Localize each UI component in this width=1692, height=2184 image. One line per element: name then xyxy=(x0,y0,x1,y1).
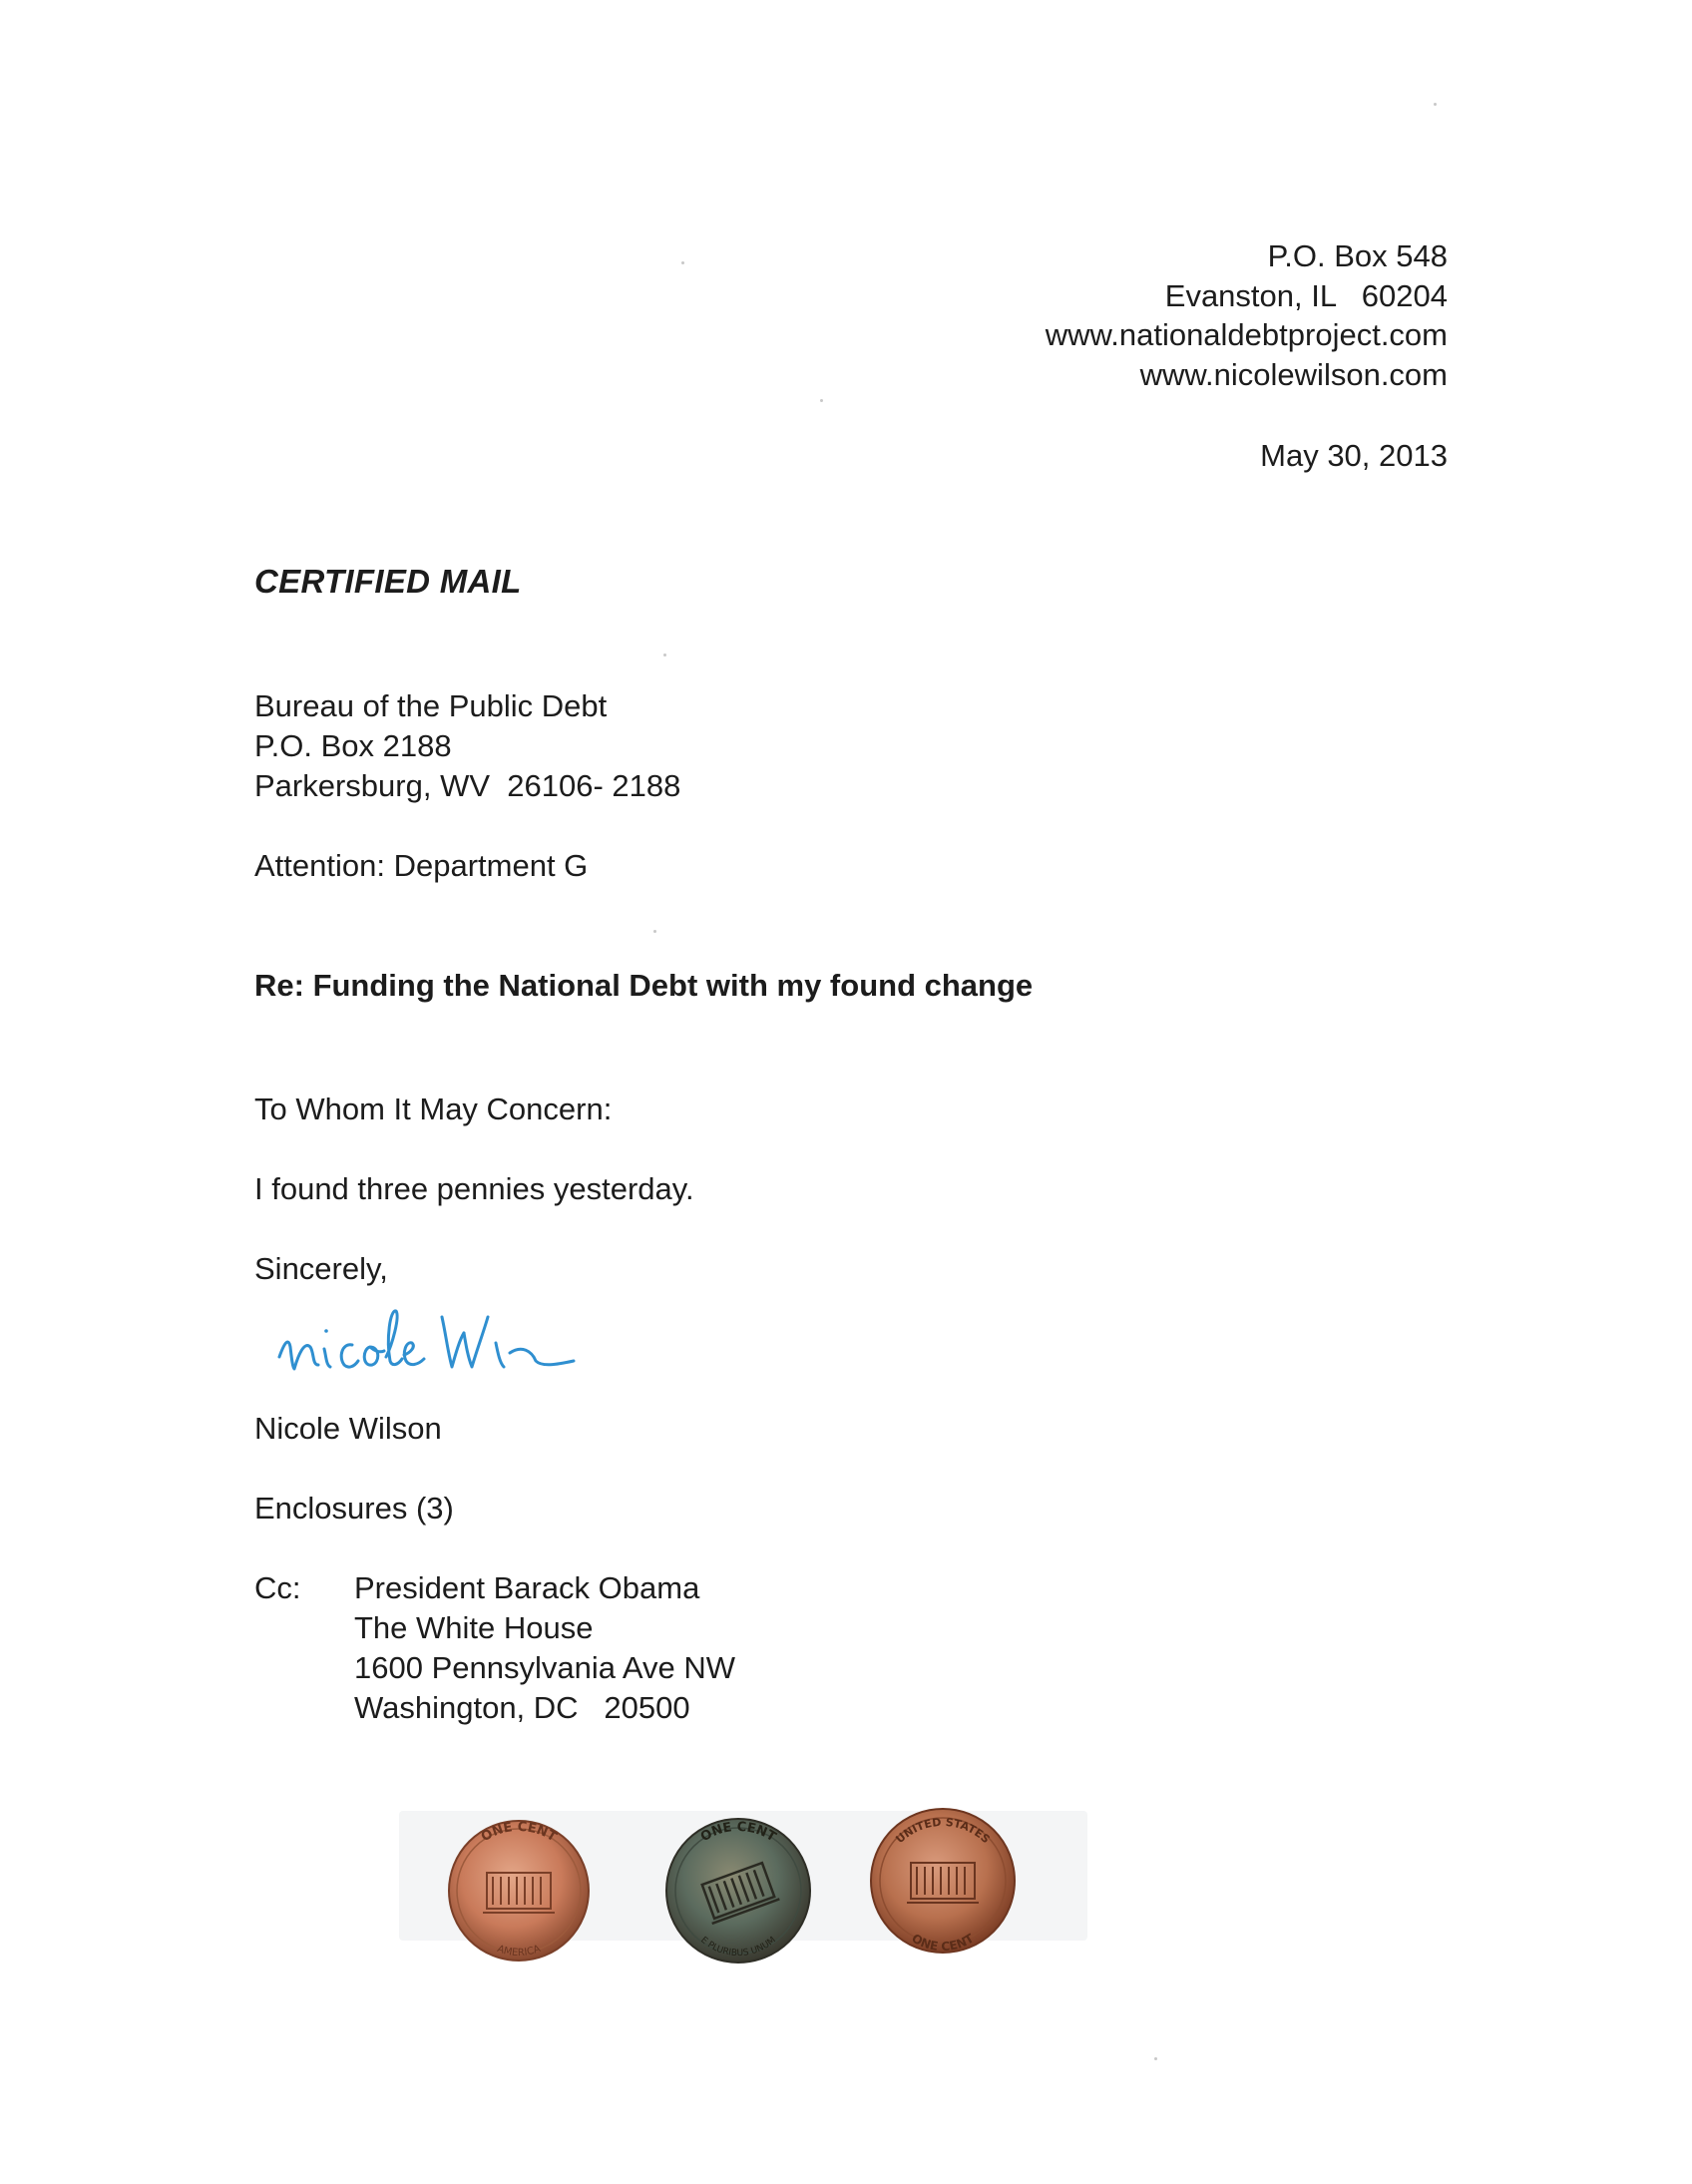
letter-body: I found three pennies yesterday. xyxy=(254,1171,694,1206)
scan-speck xyxy=(820,399,823,402)
return-address-line: P.O. Box 548 xyxy=(1267,238,1448,273)
penny-3-bottom-text: ONE CENT xyxy=(909,1931,977,1955)
cc-line: Washington, DC 20500 xyxy=(354,1690,690,1725)
penny-3-top-text: UNITED STATES xyxy=(893,1815,993,1847)
salutation: To Whom It May Concern: xyxy=(254,1092,613,1126)
cc-label: Cc: xyxy=(254,1570,301,1605)
recipient-line: P.O. Box 2188 xyxy=(254,728,452,763)
subject-line: Re: Funding the National Debt with my found change xyxy=(254,968,1034,1003)
penny-1 xyxy=(449,1820,589,1961)
penny-2-top-text: ONE CENT xyxy=(697,1819,779,1846)
attention-line: Attention: Department G xyxy=(254,848,589,883)
enclosures-note: Enclosures (3) xyxy=(254,1491,454,1526)
penny-1-top-text: ONE CENT xyxy=(478,1819,560,1846)
return-address xyxy=(1046,236,1448,394)
penny-1-bottom-text: AMERICA xyxy=(495,1943,543,1960)
cc-line: The White House xyxy=(354,1610,594,1645)
cc-line: 1600 Pennsylvania Ave NW xyxy=(354,1650,735,1685)
mail-type-heading: CERTIFIED MAIL xyxy=(254,563,522,600)
website-link[interactable]: www.nationaldebtproject.com xyxy=(1045,317,1448,352)
enclosed-pennies xyxy=(419,1791,1097,1990)
penny-3 xyxy=(871,1809,1015,1954)
handwritten-signature xyxy=(274,1295,653,1385)
penny-2-bottom-text: E PLURIBUS UNUM xyxy=(698,1935,778,1960)
scan-speck xyxy=(681,261,684,264)
website-link[interactable]: www.nicolewilson.com xyxy=(1139,356,1448,392)
cc-address xyxy=(354,1568,735,1728)
scan-speck xyxy=(1434,103,1437,106)
recipient-line: Parkersburg, WV 26106- 2188 xyxy=(254,768,681,803)
scan-speck xyxy=(653,930,656,933)
cc-line: President Barack Obama xyxy=(354,1570,700,1605)
scan-speck xyxy=(1154,2057,1157,2060)
recipient-address xyxy=(254,686,680,806)
closing: Sincerely, xyxy=(254,1251,388,1286)
letter-date: May 30, 2013 xyxy=(1260,438,1448,473)
return-address-line: Evanston, IL 60204 xyxy=(1164,277,1448,313)
penny-2 xyxy=(666,1819,810,1963)
signer-name: Nicole Wilson xyxy=(254,1411,442,1446)
recipient-line: Bureau of the Public Debt xyxy=(254,688,608,723)
scan-speck xyxy=(663,654,666,656)
